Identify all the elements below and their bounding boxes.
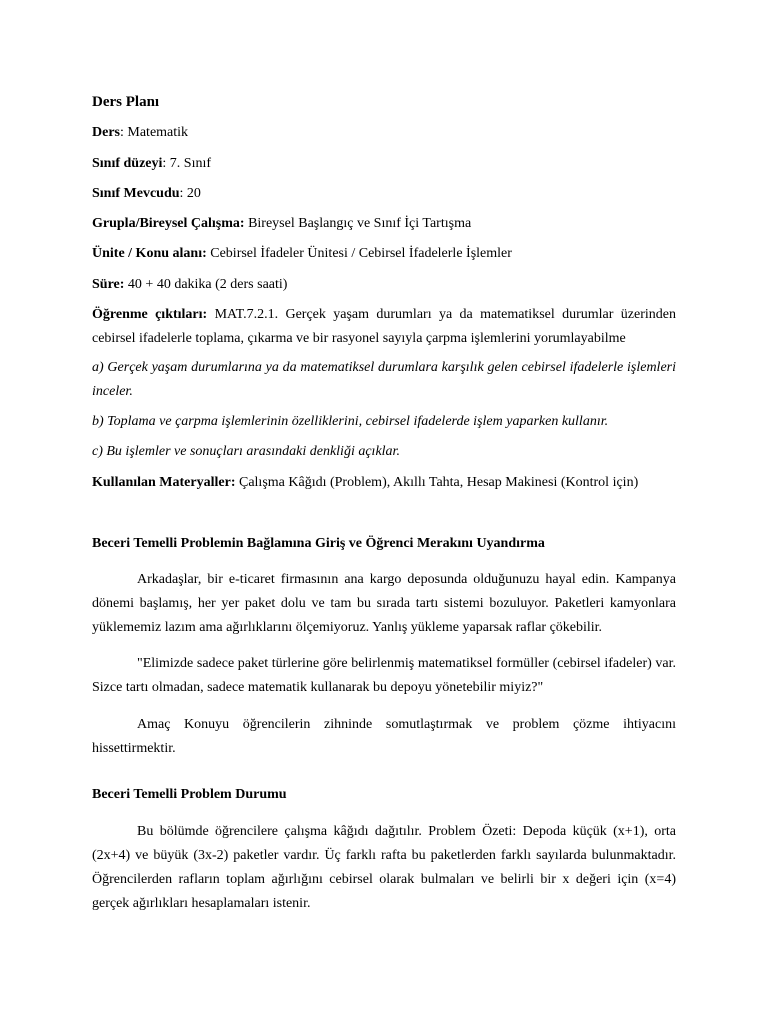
page-title: Ders Planı	[92, 94, 160, 110]
field-sure-value: 40 + 40 dakika (2 ders saati)	[124, 277, 288, 292]
outcome-b: b) Toplama ve çarpma işlemlerinin özelliklerini, cebirsel ifadelerde işlem yaparken kullanır.	[92, 414, 609, 429]
field-sinif-mevcudu	[92, 184, 676, 204]
outcome-a: a) Gerçek yaşam durumlarına ya da matematiksel durumlara karşılık gelen cebirsel ifadelerle işlemleri inceler.	[92, 360, 676, 399]
field-grupla-value: Bireysel Başlangıç ve Sınıf İçi Tartışma	[244, 216, 472, 231]
section-context-paragraph-3: Amaç Konuyu öğrencilerin zihninde somutlaştırmak ve problem çözme ihtiyacını hissettirmektir.	[92, 717, 676, 756]
field-sinif-mevcudu-label: Sınıf Mevcudu	[92, 186, 180, 201]
field-ders	[92, 123, 676, 143]
field-unite-label: Ünite / Konu alanı:	[92, 246, 207, 261]
field-sure-label: Süre:	[92, 277, 125, 292]
field-sinif-duzeyi	[92, 154, 676, 174]
field-ogrenme	[92, 303, 676, 351]
section-context-paragraph-2: "Elimizde sadece paket türlerine göre belirlenmiş matematiksel formüller (cebirsel ifadeler) var. Sizce tartı olmadan, sadece matematik kullanarak bu depoyu yönetebilir miyiz?"	[92, 656, 676, 695]
field-ders-value: : Matematik	[120, 125, 189, 140]
field-materyaller	[92, 473, 676, 493]
field-ogrenme-label: Öğrenme çıktıları:	[92, 307, 208, 322]
field-sinif-duzeyi-value: : 7. Sınıf	[162, 156, 212, 171]
section-problem-paragraph: Bu bölümde öğrencilere çalışma kâğıdı dağıtılır. Problem Özeti: Depoda küçük (x+1), orta (2x+4) ve büyük (3x-2) paketler vardır. Üç farklı rafta bu paketlerden farklı sayılarda bulunmaktadır. Öğrencilerden rafların toplam ağırlığını cebirsel olarak bulmaları ve belirli bir x değeri için (x=4) gerçek ağırlıkları hesaplamaları istenir.	[92, 824, 676, 911]
outcome-c: c) Bu işlemler ve sonuçları arasındaki denkliği açıklar.	[92, 444, 400, 459]
field-grupla-label: Grupla/Bireysel Çalışma:	[92, 216, 245, 231]
field-sinif-mevcudu-value: : 20	[179, 186, 201, 201]
section-heading-problem: Beceri Temelli Problem Durumu	[92, 787, 287, 802]
section-heading-context: Beceri Temelli Problemin Bağlamına Giriş ve Öğrenci Merakını Uyandırma	[92, 536, 545, 551]
section-context-paragraph-1: Arkadaşlar, bir e-ticaret firmasının ana kargo deposunda olduğunuzu hayal edin. Kampanya dönemi başlamış, her yer paket dolu ve tam bu sırada tartı sistemi bozuluyor. Paketleri kamyonlara yüklememiz lazım ama ağırlıklarını ölçemiyoruz. Yanlış yükleme yaparsak raflar çökebilir.	[92, 572, 676, 635]
field-materyaller-label: Kullanılan Materyaller:	[92, 475, 236, 490]
field-ogrenme-value: MAT.7.2.1. Gerçek yaşam durumları ya da matematiksel durumlar üzerinden cebirsel ifadelerle toplama, çıkarma ve bir rasyonel sayıyla çarpma işlemlerini yorumlayabilme	[92, 307, 676, 346]
field-sure	[92, 275, 676, 295]
field-materyaller-value: Çalışma Kâğıdı (Problem), Akıllı Tahta, Hesap Makinesi (Kontrol için)	[235, 475, 639, 490]
field-unite	[92, 244, 676, 264]
field-grupla	[92, 214, 676, 234]
field-ders-label: Ders	[92, 125, 120, 140]
field-unite-value: Cebirsel İfadeler Ünitesi / Cebirsel İfadelerle İşlemler	[206, 246, 512, 261]
field-sinif-duzeyi-label: Sınıf düzeyi	[92, 156, 163, 171]
